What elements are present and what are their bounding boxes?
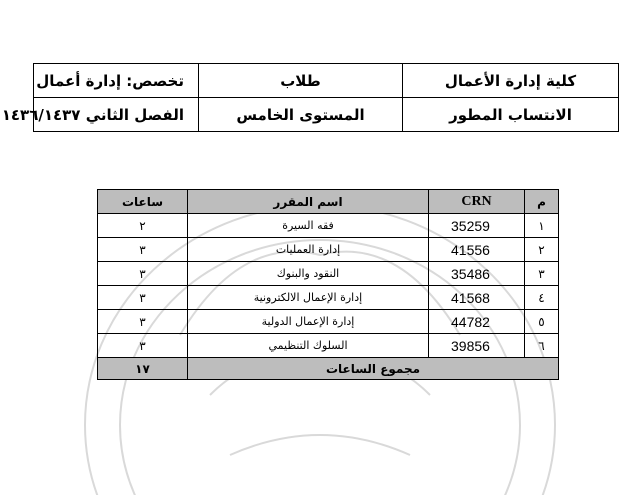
row-crn: 41556: [429, 238, 525, 262]
major: تخصص: إدارة أعمال: [34, 64, 199, 98]
row-hours: ٢: [98, 214, 188, 238]
col-header-crn: CRN: [429, 190, 525, 214]
row-hours: ٣: [98, 310, 188, 334]
row-crn: 44782: [429, 310, 525, 334]
row-num: ٤: [525, 286, 559, 310]
row-course-name: إدارة الإعمال الدولية: [188, 310, 429, 334]
student-type: طلاب: [199, 64, 403, 98]
row-hours: ٣: [98, 286, 188, 310]
row-num: ٣: [525, 262, 559, 286]
study-level: المستوى الخامس: [199, 98, 403, 132]
row-crn: 39856: [429, 334, 525, 358]
col-header-name: اسم المقرر: [188, 190, 429, 214]
table-row: [98, 262, 559, 286]
enrollment-mode: الانتساب المطور: [403, 98, 619, 132]
term: الفصل الثاني ١٤٣٦/١٤٣٧: [34, 98, 199, 132]
row-course-name: السلوك التنظيمي: [188, 334, 429, 358]
row-num: ٥: [525, 310, 559, 334]
row-crn: 35259: [429, 214, 525, 238]
table-row: [98, 286, 559, 310]
row-course-name: إدارة العمليات: [188, 238, 429, 262]
row-crn: 41568: [429, 286, 525, 310]
row-num: ١: [525, 214, 559, 238]
col-header-hours: ساعات: [98, 190, 188, 214]
table-header-row: [98, 190, 559, 214]
row-num: ٦: [525, 334, 559, 358]
row-course-name: فقه السيرة: [188, 214, 429, 238]
college-name: كلية إدارة الأعمال: [403, 64, 619, 98]
total-row: [98, 358, 559, 380]
row-course-name: إدارة الإعمال الالكترونية: [188, 286, 429, 310]
row-course-name: النقود والبنوك: [188, 262, 429, 286]
header-row: [34, 98, 619, 132]
row-hours: ٣: [98, 334, 188, 358]
total-hours: ١٧: [98, 358, 188, 380]
table-row: [98, 334, 559, 358]
row-hours: ٣: [98, 238, 188, 262]
table-row: [98, 310, 559, 334]
row-hours: ٣: [98, 262, 188, 286]
table-row: [98, 238, 559, 262]
courses-table: [97, 189, 559, 380]
total-label: مجموع الساعات: [188, 358, 559, 380]
row-crn: 35486: [429, 262, 525, 286]
col-header-num: م: [525, 190, 559, 214]
header-row: [34, 64, 619, 98]
table-row: [98, 214, 559, 238]
header-info-table: [1, 63, 619, 132]
row-num: ٢: [525, 238, 559, 262]
